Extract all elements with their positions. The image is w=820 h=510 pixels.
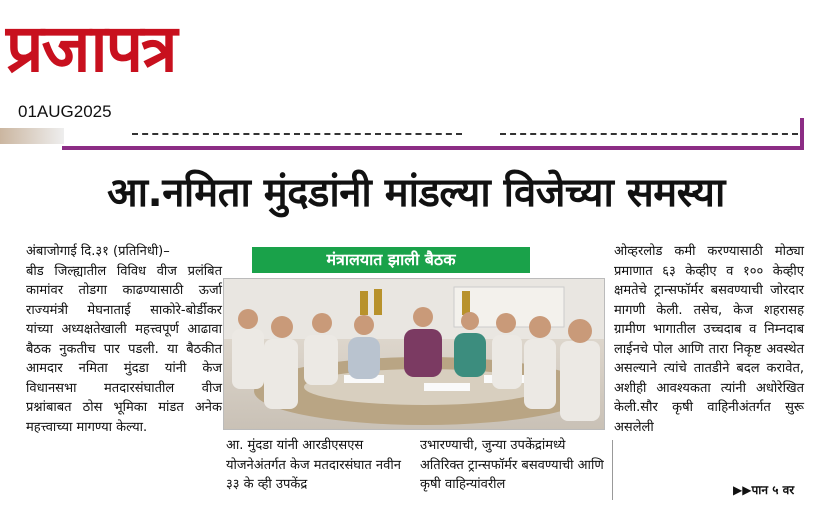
continued-on-page-label: ▶▶पान ५ वर <box>733 483 795 497</box>
header-rule-corner <box>800 118 804 150</box>
edition-date: 01AUG2025 <box>18 102 112 121</box>
article-column-right: ओव्हरलोड कमी करण्यासाठी मोठ्या प्रमाणात ६३ केव्हीए व १०० केव्हीए क्षमतेचे ट्रान्सफॉर्मर बसवण्याची जोरदार मागणी केली. तसेच, केज शहरासह ग्रामीण भागातील उच्चदाब व निम्नदाब लाईनचे पोल आणि तारा निकृष्ट अवस्थेत असल्याने त्यांचे तातडीने बदल करावेत, अशीही आवश्यकता त्यांनी अधोरेखित केली.सौर कृषी वाहिनीअंतर्गत सुरू असलेली <box>614 244 804 435</box>
masthead-logo <box>0 6 300 90</box>
header-rule <box>62 146 804 150</box>
dashed-divider-left <box>132 133 462 135</box>
article-column-middle-a: आ. मुंदडा यांनी आरडीएसएस योजनेअंतर्गत केज मतदारसंघात नवीन ३३ के व्ही उपकेंद्र <box>226 438 401 492</box>
article-column-middle-b: उभारण्याची, जुन्या उपकेंद्रांमध्ये अतिरिक्त ट्रान्सफॉर्मर बसवण्याची आणि कृषी वाहिन्यांवरील <box>420 438 604 492</box>
meeting-photo <box>223 278 605 430</box>
dashed-divider-right <box>500 133 798 135</box>
column-divider <box>612 440 613 500</box>
article-headline: आ.नमिता मुंदडांनी मांडल्या विजेच्या समस्या <box>107 170 725 216</box>
masthead-title: प्रजापत्र <box>6 9 176 87</box>
thumbnail-strip <box>0 128 64 144</box>
article-subheadline: मंत्रालयात झाली बैठक <box>252 247 530 273</box>
article-column-left: अंबाजोगाई दि.३१ (प्रतिनिधी)– बीड जिल्ह्यातील विविध वीज प्रलंबित कामांवर तोडगा काढण्यासाठी ऊर्जा राज्यमंत्री मेघनाताई साकोरे-बोर्डीकर यांच्या अध्यक्षतेखाली महत्त्वपूर्ण आढावा बैठक नुकतीच पार पडली. या बैठकीत आमदार नमिता मुंदडा यांनी केज विधानसभा मतदारसंघातील वीज प्रश्नांबाबत ठोस भूमिका मांडत अनेक महत्त्वाच्या मागण्या केल्या. <box>26 244 222 435</box>
meeting-photo-illustration <box>224 279 604 429</box>
